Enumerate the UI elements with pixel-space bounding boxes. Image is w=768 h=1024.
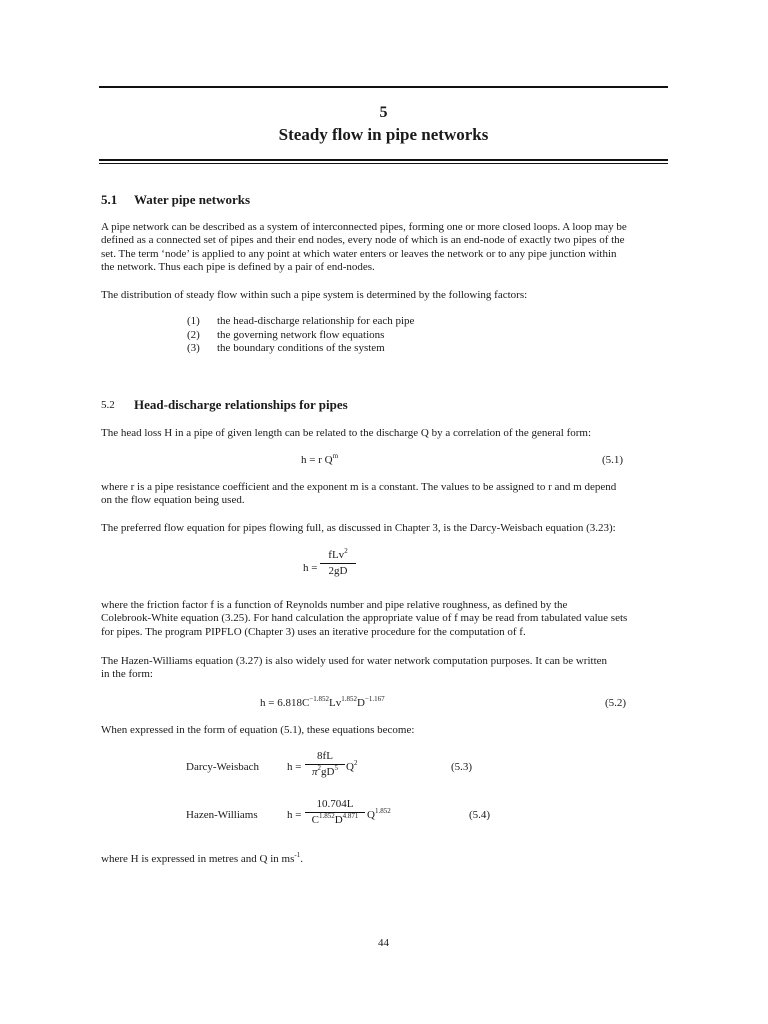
equation-5-4-fraction xyxy=(305,798,365,826)
equation-5-3-rhs xyxy=(346,761,357,773)
list-item-number: (3) xyxy=(187,342,200,354)
equation-exponent: 1.852 xyxy=(341,695,357,703)
list-item-text: the head-discharge relationship for each pipe xyxy=(217,315,415,327)
section-5-1-title: Water pipe networks xyxy=(134,192,251,207)
darcy-equation-lhs: h = xyxy=(303,562,318,574)
hazen-williams-paragraph xyxy=(101,655,667,682)
pi-symbol: π xyxy=(312,766,318,778)
equation-5-4-numerator: 10.704L xyxy=(316,798,354,810)
forms-intro-paragraph: When expressed in the form of equation (5.1), these equations become: xyxy=(101,724,415,736)
rhs-text: Q xyxy=(367,809,375,821)
friction-factor-paragraph xyxy=(101,599,667,639)
darcy-equation-fraction xyxy=(320,549,356,577)
equation-5-4-label: Hazen-Williams xyxy=(186,809,258,821)
darcy-intro-paragraph: The preferred flow equation for pipes flowing full, as discussed in Chapter 3, is the Darcy-Weisbach equation (3.23): xyxy=(101,522,616,534)
units-note xyxy=(101,853,667,866)
text-line: A pipe network can be described as a system of interconnected pipes, forming one or more closed loops. A loop may be xyxy=(101,221,627,233)
units-note-text: where H is expressed in metres and Q in ms xyxy=(101,853,295,865)
head-loss-paragraph: The head loss H in a pipe of given length can be related to the discharge Q by a correlation of the general form: xyxy=(101,427,592,439)
fraction-bar xyxy=(320,563,356,564)
numerator-exponent: 2 xyxy=(344,547,348,555)
rhs-text: Q xyxy=(346,761,354,773)
equation-5-3-number: (5.3) xyxy=(451,761,473,773)
text-line: the network. Thus each pipe is defined by a pair of end-nodes. xyxy=(101,261,375,274)
title-rule-lower xyxy=(99,163,668,164)
equation-5-4-number: (5.4) xyxy=(469,809,491,821)
equation-text: D xyxy=(356,697,365,709)
denominator-exponent: 4.871 xyxy=(342,812,359,820)
intro-paragraph xyxy=(101,221,667,275)
text-line: on the flow equation being used. xyxy=(101,494,245,507)
equation-5-4-rhs xyxy=(367,809,391,821)
text-line: in the form: xyxy=(101,668,153,681)
equation-5-1-exponent: m xyxy=(332,452,339,460)
equation-text: h = 6.818C xyxy=(260,697,310,709)
rhs-exponent: 1.852 xyxy=(374,807,391,815)
denominator-text: D xyxy=(334,814,343,826)
equation-5-3-lhs: h = xyxy=(287,761,302,773)
resistance-paragraph xyxy=(101,481,667,508)
text-line: Colebrook-White equation (3.25). For hand calculation the appropriate value of f may be read from tabulated value sets xyxy=(101,612,628,625)
text-line: set. The term ‘node’ is applied to any point at which water enters or leaves the network or to any pipe junction within xyxy=(101,247,617,260)
equation-5-3-fraction xyxy=(305,750,345,778)
section-5-2-title: Head-discharge relationships for pipes xyxy=(134,397,348,412)
factors-list xyxy=(187,315,414,356)
rhs-exponent: 2 xyxy=(353,759,358,767)
text-line: The Hazen-Williams equation (3.27) is also widely used for water network computation purposes. It can be written xyxy=(101,655,608,667)
equation-text: Lv xyxy=(329,697,342,709)
page-number: 44 xyxy=(378,937,389,949)
numerator-text: fLv xyxy=(328,549,345,561)
text-line: where r is a pipe resistance coefficient and the exponent m is a constant. The values to be assigned to r and m depend xyxy=(101,481,617,493)
denominator-text: gD xyxy=(321,766,335,778)
darcy-equation-denominator: 2gD xyxy=(328,565,348,577)
chapter-title: Steady flow in pipe networks xyxy=(278,125,489,144)
top-rule xyxy=(99,86,668,88)
denominator-text: C xyxy=(311,814,319,826)
units-note-exponent: -1 xyxy=(294,851,301,859)
equation-exponent: −1.167 xyxy=(364,695,385,703)
list-item-number: (1) xyxy=(187,315,200,327)
denominator-exponent: 1.852 xyxy=(318,812,335,820)
equation-5-4-lhs: h = xyxy=(287,809,302,821)
darcy-equation-numerator xyxy=(320,549,356,561)
list-item xyxy=(187,342,414,356)
section-5-1-number: 5.1 xyxy=(101,192,118,207)
text-line: defined as a connected set of pipes and their end nodes, every node of which is an end-node of exactly two pipes of the xyxy=(101,234,625,247)
equation-exponent: −1.852 xyxy=(309,695,329,703)
equation-5-3-numerator: 8fL xyxy=(317,750,333,762)
section-5-2-number: 5.2 xyxy=(101,399,115,411)
title-rule-upper xyxy=(99,159,668,161)
units-note-end: . xyxy=(300,853,303,865)
factors-intro-paragraph: The distribution of steady flow within such a pipe system is determined by the following factors: xyxy=(101,289,528,301)
list-item-text: the governing network flow equations xyxy=(217,328,385,341)
equation-5-1-body: h = r Q xyxy=(301,454,333,466)
equation-5-1-number: (5.1) xyxy=(602,454,624,466)
list-item-text: the boundary conditions of the system xyxy=(217,342,385,354)
text-line: where the friction factor f is a function of Reynolds number and pipe relative roughness, as defined by the xyxy=(101,599,568,611)
text-line: for pipes. The program PIPFLO (Chapter 3) uses an iterative procedure for the computation of f. xyxy=(101,625,526,638)
chapter-number: 5 xyxy=(379,104,388,121)
denominator-exponent: 2 xyxy=(317,764,322,772)
list-item-number: (2) xyxy=(187,328,200,341)
equation-5-2 xyxy=(260,697,385,709)
equation-5-3-label: Darcy-Weisbach xyxy=(186,761,260,773)
list-item xyxy=(187,329,414,343)
equation-5-3-denominator xyxy=(305,766,345,778)
equation-5-1 xyxy=(301,454,338,466)
equation-5-2-number: (5.2) xyxy=(605,697,627,709)
list-item xyxy=(187,315,414,329)
denominator-exponent: 5 xyxy=(334,764,338,772)
equation-5-4-denominator xyxy=(305,814,365,826)
fraction-bar xyxy=(305,764,345,765)
